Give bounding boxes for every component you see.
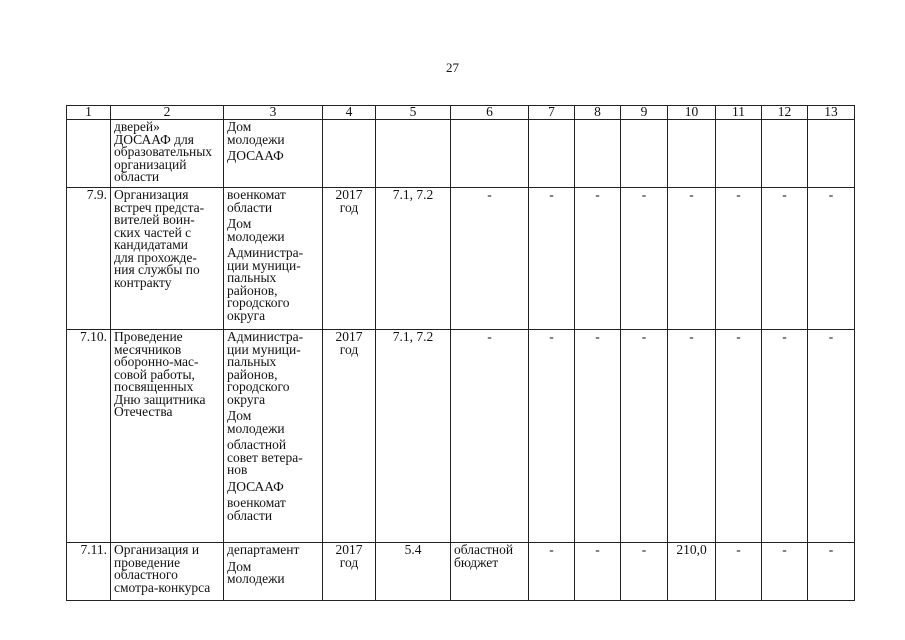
executor-line: областной (227, 437, 287, 452)
column-header: 6 (451, 106, 529, 120)
year-line: 2017 (335, 187, 363, 202)
funding-source-cell (451, 188, 529, 330)
executor-line: пальных (227, 270, 277, 285)
table-row (67, 543, 855, 601)
executor-line: молодежи (227, 228, 285, 244)
executor-line: районов, (227, 282, 278, 298)
column-header: 13 (808, 106, 855, 120)
activity-name-line: посвященных (114, 379, 194, 394)
column-header: 8 (575, 106, 621, 120)
executor-line: области (227, 507, 273, 523)
executor-line: ДОСААФ (227, 148, 284, 163)
amount-cell: - (762, 188, 808, 330)
executor-line: округа (227, 307, 266, 323)
activity-name-line: совой работы, (114, 366, 195, 382)
amount-cell: - (529, 188, 575, 330)
executor-line: пальных (227, 354, 277, 369)
executor-line: Дом (227, 408, 252, 423)
activity-name-line: организаций (114, 156, 187, 172)
executors-cell (224, 543, 323, 601)
executor-line: городского (227, 379, 290, 394)
executor-line: районов, (227, 366, 278, 382)
amount-cell: - (575, 188, 621, 330)
amount-cell: - (575, 330, 621, 543)
amount-cell: - (621, 188, 668, 330)
executor-line: нов (227, 462, 248, 477)
reference-cell: 7.1, 7.2 (376, 330, 451, 543)
executor-line: молодежи (227, 131, 285, 147)
funding-source-line: - (487, 187, 492, 202)
amount-cell: - (668, 188, 716, 330)
executor-line: Дом (227, 558, 252, 574)
executor-line: ции муници- (227, 257, 301, 273)
executor-line: молодежи (227, 571, 285, 586)
executor-line: военкомат (227, 495, 286, 510)
executor (227, 150, 319, 163)
activity-name-line: кандидатами (114, 237, 188, 252)
table-row (67, 120, 855, 188)
executor (227, 558, 319, 586)
executor-line: департамент (227, 542, 300, 557)
year-line: 2017 (335, 329, 363, 344)
executors-cell (224, 120, 323, 188)
amount-cell: - (808, 330, 855, 543)
executor-line: ции муници- (227, 341, 301, 357)
amount-cell: 210,0 (668, 543, 716, 601)
executor (227, 497, 319, 522)
activity-name-line: ДОСААФ для (114, 131, 194, 147)
activity-name-line: Отечества (114, 404, 173, 419)
year-cell (323, 188, 376, 330)
item-number: 7.9. (67, 188, 111, 330)
executor-line: ДОСААФ (227, 478, 284, 494)
amount-cell (575, 120, 621, 188)
column-header: 10 (668, 106, 716, 120)
column-header: 3 (224, 106, 323, 120)
executor-line: Дом (227, 119, 252, 134)
column-header: 7 (529, 106, 575, 120)
executor-line: Администра- (227, 329, 304, 344)
executor-line: военкомат (227, 187, 286, 202)
executor (227, 247, 319, 322)
executor (227, 544, 319, 557)
funding-source-line: - (487, 329, 492, 344)
item-number: 7.11. (67, 543, 111, 601)
executor (227, 218, 319, 243)
amount-cell: - (762, 330, 808, 543)
amount-cell (668, 120, 716, 188)
amount-cell: - (762, 543, 808, 601)
funding-source-cell (451, 120, 529, 188)
year-line: 2017 (335, 542, 363, 557)
amount-cell: - (621, 330, 668, 543)
amount-cell: - (716, 188, 762, 330)
amount-cell: - (808, 188, 855, 330)
activity-name-line: для прохожде- (114, 249, 197, 265)
executor-line: области (227, 199, 273, 215)
reference-cell: 5.4 (376, 543, 451, 601)
executor-line: молодежи (227, 420, 285, 436)
reference-cell (376, 120, 451, 188)
executor (227, 410, 319, 435)
table-body (67, 120, 855, 601)
executor (227, 478, 319, 494)
amount-cell: - (621, 543, 668, 601)
activity-name-line: смотра-конкурса (114, 579, 211, 595)
amount-cell (808, 120, 855, 188)
year-line: год (339, 199, 359, 215)
activity-name-line: встреч предста- (114, 199, 205, 215)
executor-line: Дом (227, 216, 252, 231)
activity-name-line: Организация и (114, 542, 200, 557)
year-line: год (339, 554, 359, 570)
column-header: 4 (323, 106, 376, 120)
year-cell (323, 120, 376, 188)
activity-name-line: дверей» (114, 119, 160, 134)
funding-source-line: областной (454, 542, 514, 557)
amount-cell: - (716, 330, 762, 543)
header-row (67, 106, 855, 120)
activity-name-line: Организация (114, 187, 189, 202)
activity-name-cell (111, 543, 224, 601)
executor (227, 439, 319, 477)
amount-cell: - (529, 330, 575, 543)
item-number: 7.10. (67, 330, 111, 543)
column-header: 12 (762, 106, 808, 120)
item-number (67, 120, 111, 188)
executor (227, 121, 319, 146)
activity-name-line: ния службы по (114, 262, 200, 277)
amount-cell: - (808, 543, 855, 601)
amount-cell (762, 120, 808, 188)
year-line: год (339, 341, 359, 357)
executor-line: округа (227, 391, 266, 407)
reference-cell: 7.1, 7.2 (376, 188, 451, 330)
activity-name-line: областного (114, 567, 178, 582)
executor-line: совет ветера- (227, 449, 303, 465)
column-header: 2 (111, 106, 224, 120)
amount-cell: - (716, 543, 762, 601)
executor (227, 189, 319, 214)
amount-cell (621, 120, 668, 188)
activity-name-line: образовательных (114, 144, 213, 159)
column-header: 1 (67, 106, 111, 120)
executor-line: городского (227, 295, 290, 310)
table-row (67, 188, 855, 330)
amount-cell (716, 120, 762, 188)
activity-name-line: Дню защитника (114, 391, 206, 407)
year-cell (323, 543, 376, 601)
activity-name-line: оборонно-мас- (114, 354, 199, 369)
funding-source-cell (451, 330, 529, 543)
amount-cell: - (529, 543, 575, 601)
table-row (67, 330, 855, 543)
page-number: 27 (446, 60, 459, 75)
amount-cell: - (668, 330, 716, 543)
activity-name-line: контракту (114, 274, 172, 290)
activity-name-cell (111, 188, 224, 330)
column-header: 9 (621, 106, 668, 120)
executors-cell (224, 330, 323, 543)
activity-name-line: области (114, 169, 160, 184)
plan-table (66, 105, 855, 601)
funding-source-line: бюджет (454, 554, 499, 570)
activity-name-line: проведение (114, 554, 181, 570)
funding-source-cell (451, 543, 529, 601)
column-header: 5 (376, 106, 451, 120)
column-header: 11 (716, 106, 762, 120)
year-cell (323, 330, 376, 543)
activity-name-line: месячников (114, 341, 182, 357)
amount-cell: - (575, 543, 621, 601)
executors-cell (224, 188, 323, 330)
activity-name-cell (111, 330, 224, 543)
activity-name-line: вителей воин- (114, 212, 195, 227)
activity-name-line: ских частей с (114, 224, 192, 240)
activity-name-line: Проведение (114, 329, 183, 344)
executor (227, 331, 319, 406)
activity-name-cell (111, 120, 224, 188)
executor-line: Администра- (227, 245, 304, 260)
amount-cell (529, 120, 575, 188)
